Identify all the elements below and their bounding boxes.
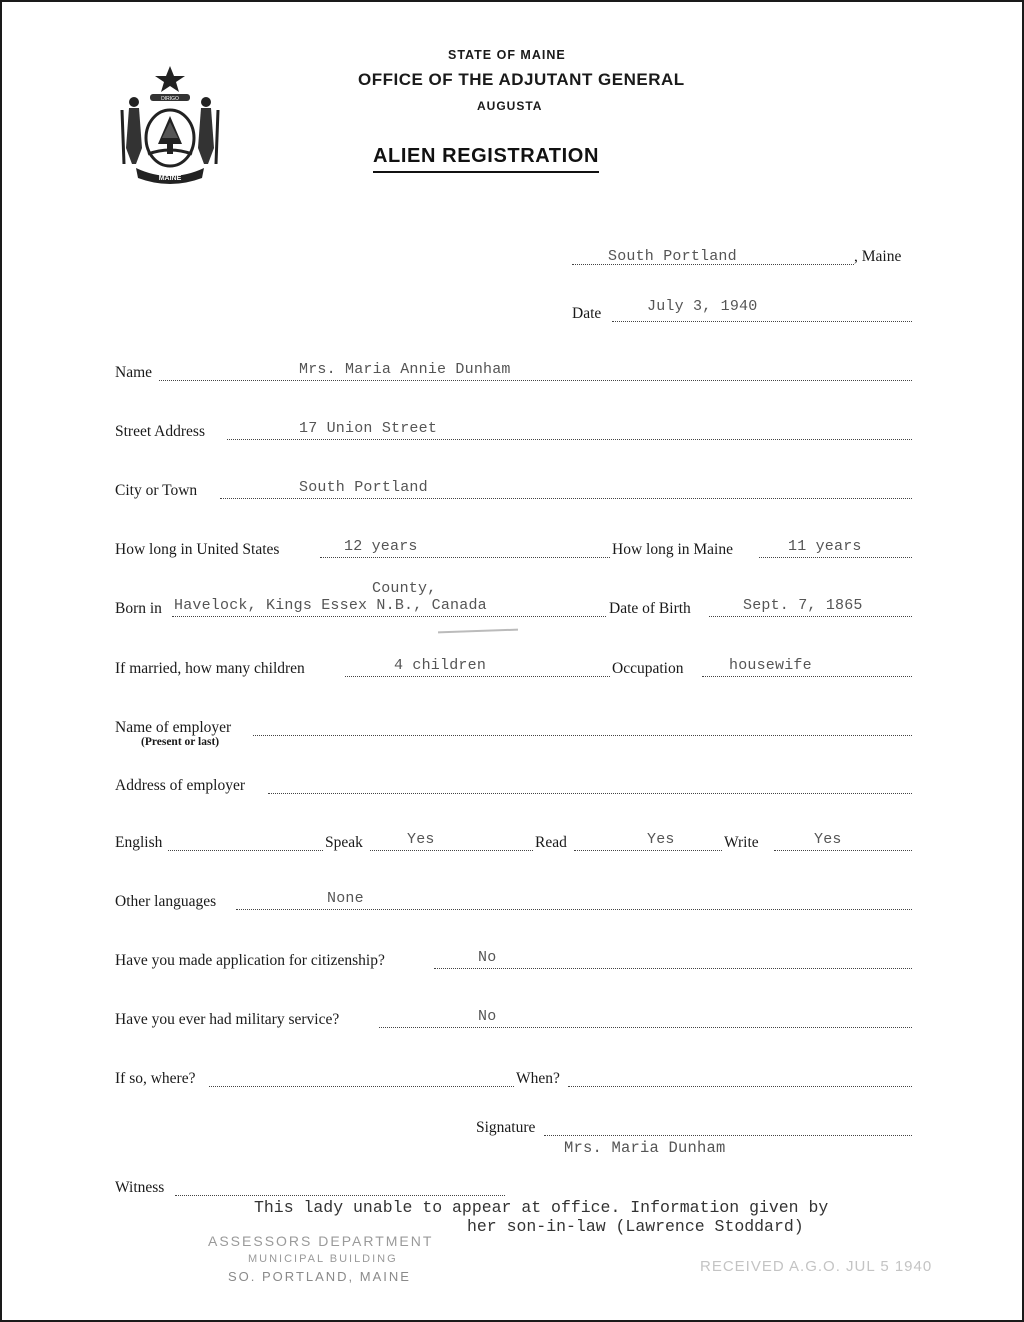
english-label: English — [115, 834, 163, 851]
military-value: No — [478, 1008, 497, 1025]
maine-duration-value: 11 years — [788, 538, 862, 555]
occupation-label: Occupation — [612, 660, 684, 677]
state-heading: STATE OF MAINE — [448, 48, 566, 62]
assessor-stamp-line-2: MUNICIPAL BUILDING — [248, 1253, 398, 1265]
employer-sublabel: (Present or last) — [141, 736, 220, 748]
city-heading: AUGUSTA — [477, 99, 543, 113]
write-value: Yes — [814, 831, 842, 848]
witness-label: Witness — [115, 1179, 165, 1196]
read-label: Read — [535, 834, 567, 851]
employer-label: Name of employer — [115, 719, 232, 736]
where-label: If so, where? — [115, 1070, 196, 1087]
employer-address-label: Address of employer — [115, 777, 245, 794]
street-label: Street Address — [115, 423, 205, 440]
seal-motto: DIRIGO — [161, 96, 179, 102]
children-label: If married, how many children — [115, 660, 305, 677]
name-value: Mrs. Maria Annie Dunham — [299, 361, 511, 378]
other-languages-label: Other languages — [115, 893, 217, 910]
signature-value: Mrs. Maria Dunham — [564, 1139, 726, 1157]
form-title: ALIEN REGISTRATION — [373, 145, 599, 173]
citizenship-label: Have you made application for citizenship? — [115, 952, 385, 969]
assessor-stamp-line-3: SO. PORTLAND, MAINE — [228, 1269, 411, 1284]
born-label: Born in — [115, 600, 162, 617]
dob-label: Date of Birth — [609, 600, 691, 617]
other-languages-value: None — [327, 890, 364, 907]
city-value: South Portland — [299, 479, 428, 496]
date-label: Date — [572, 305, 602, 322]
signature-label: Signature — [476, 1119, 536, 1136]
occupation-value: housewife — [729, 657, 812, 674]
us-duration-label: How long in United States — [115, 541, 280, 558]
military-label: Have you ever had military service? — [115, 1011, 340, 1028]
note-line-1: This lady unable to appear at office. Information given by — [254, 1198, 829, 1217]
maine-duration-label: How long in Maine — [612, 541, 733, 558]
maine-suffix: , Maine — [854, 248, 902, 265]
received-stamp: RECEIVED A.G.O. JUL 5 1940 — [700, 1258, 933, 1275]
office-heading: OFFICE OF THE ADJUTANT GENERAL — [358, 70, 685, 89]
city-label: City or Town — [115, 482, 198, 499]
children-value: 4 children — [394, 657, 487, 674]
name-label: Name — [115, 364, 153, 381]
note-line-2: her son-in-law (Lawrence Stoddard) — [467, 1217, 804, 1236]
born-insert: County, — [372, 580, 437, 597]
date-value: July 3, 1940 — [647, 298, 758, 315]
street-value: 17 Union Street — [299, 420, 438, 437]
state-seal-icon — [112, 60, 228, 188]
born-value: Havelock, Kings Essex N.B., Canada — [174, 597, 487, 614]
us-duration-value: 12 years — [344, 538, 418, 555]
read-value: Yes — [647, 831, 675, 848]
citizenship-value: No — [478, 949, 497, 966]
dob-value: Sept. 7, 1865 — [743, 597, 863, 614]
write-label: Write — [724, 834, 759, 851]
seal-banner-text: MAINE — [158, 175, 182, 182]
assessor-stamp-line-1: ASSESSORS DEPARTMENT — [208, 1233, 434, 1249]
when-label: When? — [516, 1070, 560, 1087]
speak-value: Yes — [407, 831, 435, 848]
speak-label: Speak — [325, 834, 363, 851]
town-value: South Portland — [608, 248, 737, 265]
